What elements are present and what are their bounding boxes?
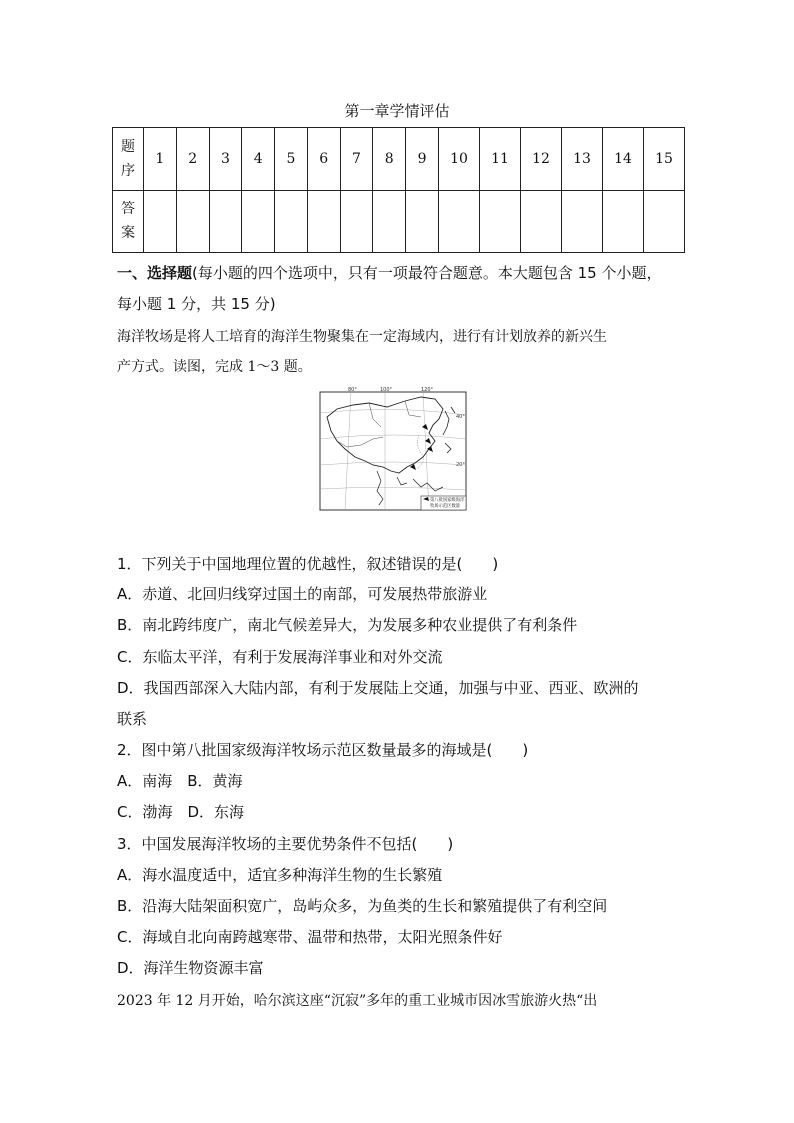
question-number-cell: 2 xyxy=(176,128,209,191)
answer-cell[interactable] xyxy=(521,190,562,253)
answer-cell[interactable] xyxy=(562,190,603,253)
question-number-cell: 7 xyxy=(340,128,373,191)
answer-cell[interactable] xyxy=(242,190,275,253)
answer-cell[interactable] xyxy=(275,190,308,253)
answer-cell[interactable] xyxy=(406,190,439,253)
row-header-char: 答 xyxy=(121,201,135,218)
row-header-answer xyxy=(113,190,144,253)
answer-cell[interactable] xyxy=(373,190,406,253)
question-3-option-c[interactable]: C．海域自北向南跨越寒带、温带和热带，太阳光照条件好 xyxy=(117,928,503,946)
answer-cell[interactable] xyxy=(176,190,209,253)
answer-cell[interactable] xyxy=(644,190,685,253)
question-1-stem: 1．下列关于中国地理位置的优越性，叙述错误的是( ) xyxy=(117,555,499,573)
question-number-cell: 1 xyxy=(144,128,177,191)
question-3-option-a[interactable]: A．海水温度适中，适宜多种海洋生物的生长繁殖 xyxy=(117,866,443,884)
intro-text: 海洋牧场是将人工培育的海洋生物聚集在一定海域内，进行有计划放养的新兴生 xyxy=(117,329,607,345)
section-heading-label: 一、选择题 xyxy=(117,264,193,282)
question-3-stem: 3．中国发展海洋牧场的主要优势条件不包括( ) xyxy=(117,835,454,853)
question-number-cell: 10 xyxy=(439,128,480,191)
question-2-options-cd[interactable]: C．渤海 D．东海 xyxy=(117,803,245,821)
section-heading-line2: 每小题 1 分，共 15 分) xyxy=(117,295,276,313)
east-asia-map xyxy=(317,387,469,513)
answer-cell[interactable] xyxy=(340,190,373,253)
answer-table xyxy=(112,127,685,253)
question-number-cell: 5 xyxy=(275,128,308,191)
row-header-char: 案 xyxy=(121,225,135,242)
question-1-option-d-continued: 联系 xyxy=(117,710,148,728)
legend-text: 牧场示范区数量 xyxy=(430,504,461,509)
question-number-cell: 15 xyxy=(644,128,685,191)
question-number-cell: 14 xyxy=(603,128,644,191)
legend-text: 第八批国家级海洋 xyxy=(430,498,465,503)
answer-cell[interactable] xyxy=(439,190,480,253)
question-number-cell: 3 xyxy=(209,128,242,191)
answer-cell[interactable] xyxy=(603,190,644,253)
answer-row xyxy=(113,190,685,253)
section-heading-text: (每小题的四个选项中，只有一项最符合题意。本大题包含 15 个小题， xyxy=(192,264,662,282)
intro-text: 产方式。读图，完成 1～3 题。 xyxy=(117,359,312,375)
question-number-cell: 11 xyxy=(480,128,521,191)
question-number-cell: 6 xyxy=(307,128,340,191)
lat-label: 20° xyxy=(456,462,465,468)
row-header-char: 题 xyxy=(121,138,135,155)
question-number-cell: 12 xyxy=(521,128,562,191)
page-title: 第一章学情评估 xyxy=(344,102,450,120)
question-number-cell: 4 xyxy=(242,128,275,191)
question-1-option-d[interactable]: D．我国西部深入大陆内部，有利于发展陆上交通，加强与中亚、西亚、欧洲的 xyxy=(117,679,639,697)
question-3-option-b[interactable]: B．沿海大陆架面积宽广，岛屿众多，为鱼类的生长和繁殖提供了有利空间 xyxy=(117,897,608,915)
question-1-option-b[interactable]: B．南北跨纬度广，南北气候差异大，为发展多种农业提供了有利条件 xyxy=(117,616,578,634)
answer-cell[interactable] xyxy=(307,190,340,253)
answer-cell[interactable] xyxy=(209,190,242,253)
lon-label: 80° xyxy=(348,387,357,393)
answer-cell[interactable] xyxy=(144,190,177,253)
question-number-cell: 8 xyxy=(373,128,406,191)
passage-text: 2023 年 12 月开始，哈尔滨这座“沉寂”多年的重工业城市因冰雪旅游火热“出 xyxy=(117,993,598,1009)
question-number-cell: 13 xyxy=(562,128,603,191)
row-header-question-number xyxy=(113,128,144,191)
question-2-stem: 2．图中第八批国家级海洋牧场示范区数量最多的海域是( ) xyxy=(117,741,529,759)
answer-cell[interactable] xyxy=(480,190,521,253)
question-3-option-d[interactable]: D．海洋生物资源丰富 xyxy=(117,959,264,977)
lon-label: 120° xyxy=(421,387,434,393)
lon-label: 100° xyxy=(380,387,393,393)
lat-label: 40° xyxy=(456,414,465,420)
question-number-row xyxy=(113,128,685,191)
row-header-char: 序 xyxy=(121,162,135,179)
section-heading xyxy=(117,262,662,283)
question-number-cell: 9 xyxy=(406,128,439,191)
question-1-option-a[interactable]: A．赤道、北回归线穿过国土的南部，可发展热带旅游业 xyxy=(117,585,488,603)
question-2-options-ab[interactable]: A．南海 B．黄海 xyxy=(117,772,243,790)
question-1-option-c[interactable]: C．东临太平洋，有利于发展海洋事业和对外交流 xyxy=(117,648,443,666)
